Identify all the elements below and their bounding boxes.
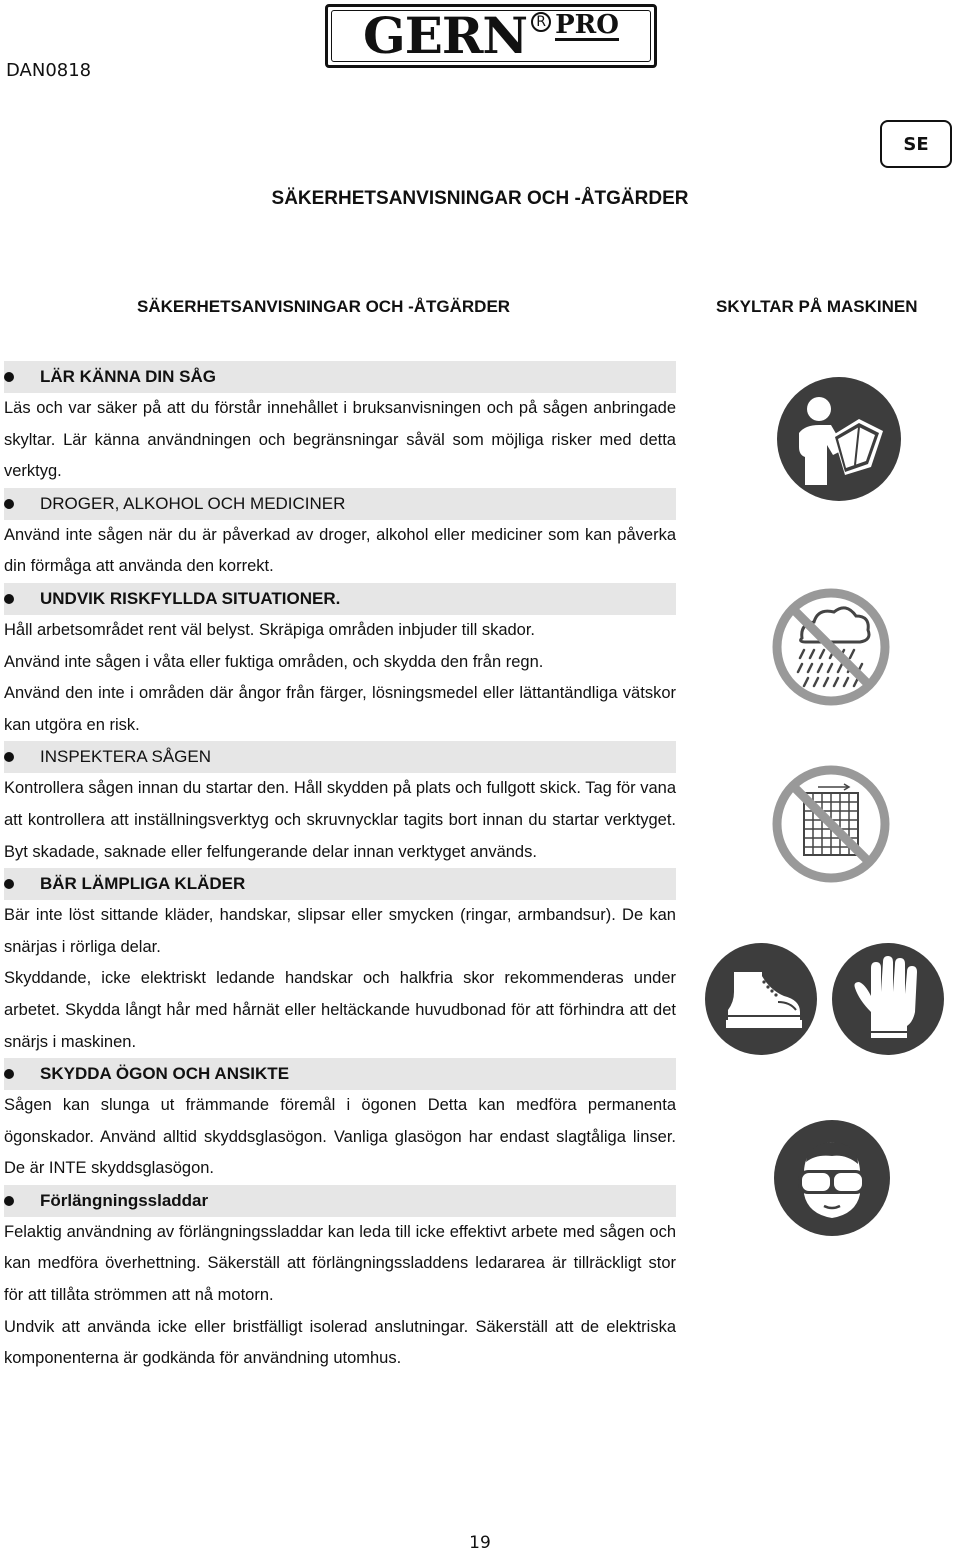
bullet-icon: [4, 1196, 14, 1206]
section-paragraph: Läs och var säker på att du förstår innehållet i bruksanvisningen och på sågen anbringade skyltar. Lär känna användningen och begränsningar såväl som möjliga risker med detta verktyg.: [4, 399, 676, 481]
page-title: SÄKERHETSANVISNINGAR OCH -ÅTGÄRDER: [271, 188, 689, 209]
no-rain-icon: [772, 588, 890, 706]
section-heading: DROGER, ALKOHOL OCH MEDICINER: [4, 488, 676, 520]
no-grid-icon: [772, 765, 890, 883]
section-paragraph: Felaktig användning av förlängningssladdar kan leda till icke effektivt arbete med sågen och kan medföra överhettning. Säkerställ att förlängningssladdens ledararea är tillräckligt stor för att tillåta strömmen att nå motorn.: [4, 1222, 676, 1305]
safety-instructions: [4, 361, 676, 1375]
section-risky-situations: [4, 583, 676, 741]
section-extension-cords: [4, 1185, 676, 1375]
section-heading: INSPEKTERA SÅGEN: [4, 741, 676, 773]
language-badge: SE: [880, 120, 952, 168]
section-heading: LÄR KÄNNA DIN SÅG: [4, 361, 676, 393]
bullet-icon: [4, 499, 14, 509]
bullet-icon: [4, 879, 14, 889]
safety-glove-icon: [831, 942, 945, 1056]
left-column-heading: SÄKERHETSANVISNINGAR OCH -ÅTGÄRDER: [137, 297, 511, 316]
safety-boot-icon: [704, 942, 818, 1056]
section-heading: SKYDDA ÖGON OCH ANSIKTE: [4, 1058, 676, 1090]
section-heading: Förlängningssladdar: [4, 1185, 676, 1217]
bullet-icon: [4, 372, 14, 382]
document-code: DAN0818: [6, 60, 92, 81]
section-paragraph: Använd inte sågen när du är påverkad av droger, alkohol eller mediciner som kan påverka din förmåga att använda den korrekt.: [4, 525, 676, 576]
logo-brand-text: GERN: [363, 6, 528, 65]
section-heading: BÄR LÄMPLIGA KLÄDER: [4, 868, 676, 900]
section-know-saw: [4, 361, 676, 488]
section-paragraph: Undvik att använda icke eller bristfälligt isolerad anslutningar. Säkerställ att de elektriska komponenterna är godkända för användning utomhus.: [4, 1317, 676, 1368]
section-clothing: [4, 868, 676, 1058]
section-paragraph: Använd den inte i områden där ångor från färger, lösningsmedel eller lättantändliga vätskor kan utgöra en risk.: [4, 684, 676, 734]
bullet-icon: [4, 752, 14, 762]
brand-logo: [325, 4, 657, 68]
section-paragraph: Sågen kan slunga ut främmande föremål i ögonen Detta kan medföra permanenta ögonskador. Använd alltid skyddsglasögon. Vanliga glasögon har endast slagtåliga linser. De är INTE skyddsglasögon.: [4, 1096, 676, 1178]
machine-signs: [700, 360, 960, 1260]
logo-registered-mark: R: [531, 12, 551, 32]
section-paragraph: Skyddande, icke elektriskt ledande handskar och halkfria skor rekommenderas under arbetet. Skydda långt hår med hårnät eller heltäckande huvudbonad för att förhindra att det snärjs i maskinen.: [4, 969, 676, 1051]
logo-suffix-text: PRO: [555, 9, 619, 40]
section-drugs: [4, 488, 676, 583]
safety-goggles-icon: [772, 1118, 892, 1238]
section-eye-protection: [4, 1058, 676, 1185]
section-inspect-saw: [4, 741, 676, 868]
section-paragraph: Använd inte sågen i våta eller fuktiga områden, och skydda den från regn.: [4, 652, 544, 671]
read-manual-icon: [775, 375, 903, 503]
section-paragraph: Kontrollera sågen innan du startar den. Håll skydden på plats och fullgott skick. Tag för vana att kontrollera att inställningsverktyg och skruvnycklar tagits bort innan du startar verktyget. Byt skadade, saknade eller felfungerande delar innan verktyget används.: [4, 779, 677, 861]
section-paragraph: Bär inte löst sittande kläder, handskar, slipsar eller smycken (ringar, armbandsur). De kan snärjas i rörliga delar.: [4, 906, 676, 956]
page-number: 19: [469, 1533, 491, 1553]
right-column-heading: SKYLTAR PÅ MASKINEN: [716, 297, 918, 316]
bullet-icon: [4, 594, 14, 604]
section-paragraph: Håll arbetsområdet rent väl belyst. Skräpiga områden inbjuder till skador.: [4, 620, 536, 639]
section-heading: UNDVIK RISKFYLLDA SITUATIONER.: [4, 583, 676, 615]
bullet-icon: [4, 1069, 14, 1079]
